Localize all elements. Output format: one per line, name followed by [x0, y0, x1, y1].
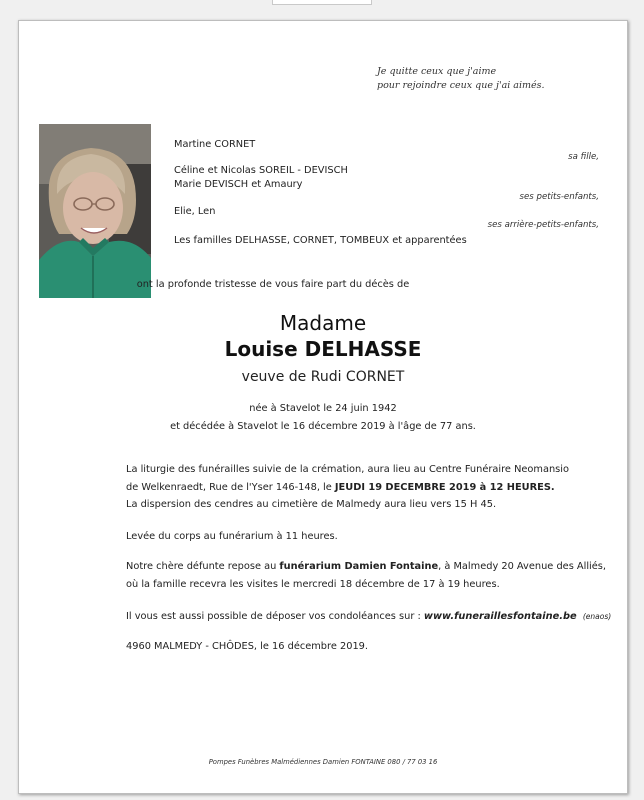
levee-paragraph	[126, 528, 606, 546]
birth-info: née à Stavelot le 24 juin 1942	[249, 403, 397, 414]
epitaph-quote	[377, 65, 617, 93]
levee-text: Levée du corps au funérarium à 11 heures.	[126, 531, 338, 542]
funeral-date-time: JEUDI 19 DECEMBRE 2019 à 12 HEURES.	[334, 481, 555, 493]
repose-line-1-post: , à Malmedy 20 Avenue des Alliés,	[438, 561, 607, 572]
repose-line-1-pre: Notre chère défunte repose au	[126, 561, 280, 572]
document-page	[18, 20, 628, 794]
announcement-intro	[19, 279, 627, 290]
condolences-website-link[interactable]: www.funeraillesfontaine.be	[423, 611, 577, 622]
funeral-line-1: La liturgie des funérailles suivie de la crémation, aura lieu au Centre Funéraire Neomansio	[126, 464, 570, 475]
repose-line-2: où la famille recevra les visites le mercredi 18 décembre de 17 à 19 heures.	[126, 578, 500, 590]
quote-line-2: pour rejoindre ceux que j'ai aimés.	[377, 80, 545, 91]
family-line-families: Les familles DELHASSE, CORNET, TOMBEUX et apparentées	[174, 235, 467, 246]
place-date: 4960 MALMEDY - CHÔDES, le 16 décembre 2019.	[126, 641, 369, 652]
intro-text: ont la profonde tristesse de vous faire part du décès de	[136, 279, 410, 290]
quote-line-1: Je quitte ceux que j'aime	[377, 66, 497, 77]
funeral-paragraph	[126, 461, 606, 514]
funeral-home-footer: Pompes Funèbres Malmédiennes Damien FONTAINE 080 / 77 03 16	[208, 758, 438, 766]
family-line-grandchildren-1: Céline et Nicolas SOREIL - DEVISCH	[174, 165, 348, 176]
relation-grandchildren: ses petits-enfants,	[519, 192, 599, 202]
deceased-widow: veuve de Rudi CORNET	[241, 369, 405, 385]
repose-line-1	[126, 558, 606, 576]
condolences-line	[126, 608, 612, 626]
place-date-paragraph	[126, 638, 606, 656]
window-tab	[272, 0, 372, 5]
condolences-note: (enaos)	[582, 612, 612, 621]
funeral-line-2	[126, 479, 606, 497]
death-info: et décédée à Stavelot le 16 décembre 2019 à l'âge de 77 ans.	[170, 421, 476, 432]
condolences-text: Il vous est aussi possible de déposer vos condoléances sur :	[126, 611, 424, 622]
family-line-great-grandchildren: Elie, Len	[174, 206, 216, 217]
funerarium-name: funérarium Damien Fontaine	[279, 561, 439, 572]
family-line-daughter: Martine CORNET	[174, 139, 256, 150]
relation-daughter: sa fille,	[568, 152, 599, 162]
deceased-title: Madame	[279, 311, 367, 335]
condolences-paragraph	[126, 608, 612, 626]
funeral-line-3: La dispersion des cendres au cimetière de Malmedy aura lieu vers 15 H 45.	[126, 499, 497, 510]
portrait-illustration	[39, 124, 151, 298]
funeral-line-2-text: de Welkenraedt, Rue de l'Yser 146-148, le	[126, 481, 335, 493]
deceased-name: Louise DELHASSE	[224, 337, 422, 361]
family-line-grandchildren-2: Marie DEVISCH et Amaury	[174, 179, 303, 190]
repose-paragraph	[126, 558, 606, 593]
relation-great-grandchildren: ses arrière-petits-enfants,	[487, 220, 599, 230]
portrait-photo	[39, 124, 151, 298]
